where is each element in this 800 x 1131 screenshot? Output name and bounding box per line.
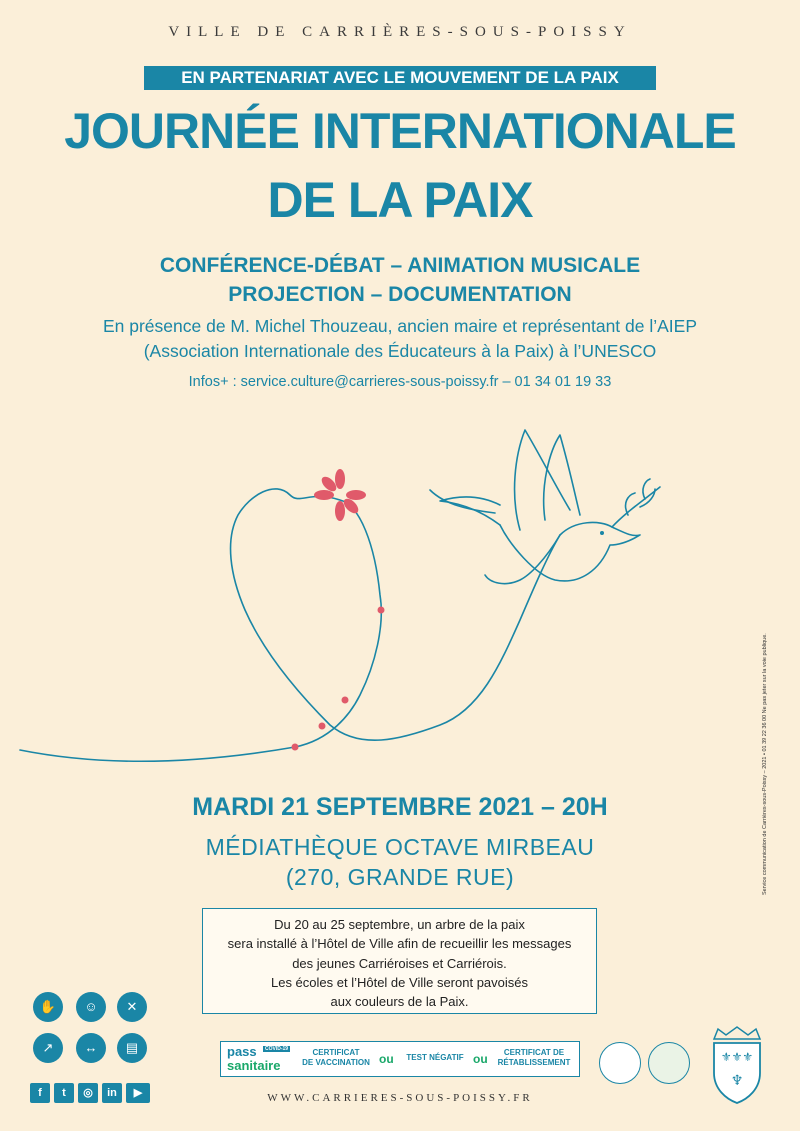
aiep-logo xyxy=(648,1042,690,1084)
flower-icon xyxy=(314,469,366,521)
mask-icon: ☺ xyxy=(76,992,106,1022)
tissue-icon: ▤ xyxy=(117,1033,147,1063)
facebook-icon[interactable]: f xyxy=(30,1083,50,1103)
mouvement-paix-logo xyxy=(599,1042,641,1084)
event-address: (270, GRANDE RUE) xyxy=(285,864,515,890)
contact-info: Infos+ : service.culture@carrieres-sous-poissy.fr – 01 34 01 19 33 xyxy=(188,374,612,390)
or-label: ou xyxy=(379,1052,394,1066)
event-date: MARDI 21 SEPTEMBRE 2021 – 20H xyxy=(192,793,608,821)
dove-heart-illustration xyxy=(0,395,800,785)
pass-sanitaire-banner xyxy=(220,1041,580,1077)
youtube-icon[interactable]: ▶ xyxy=(126,1083,150,1103)
twitter-icon[interactable]: t xyxy=(54,1083,74,1103)
distance-icon: ↔ xyxy=(76,1033,106,1063)
presence-line-2: (Association Internationale des Éducateurs à la Paix) à l’UNESCO xyxy=(143,341,657,361)
notice-line: aux couleurs de la Paix. xyxy=(330,994,469,1010)
city-header: VILLE DE CARRIÈRES-SOUS-POISSY xyxy=(168,24,632,40)
city-coat-of-arms xyxy=(710,1025,764,1105)
no-handshake-icon: ✕ xyxy=(117,992,147,1022)
notice-line: Les écoles et l’Hôtel de Ville seront pavoisés xyxy=(270,974,529,990)
covid-tag: COVID-19 xyxy=(265,1046,289,1052)
handwash-icon: ✋ xyxy=(33,992,63,1022)
notice-line: sera installé à l’Hôtel de Ville afin de recueillir les messages xyxy=(227,936,572,952)
notice-line: des jeunes Carriéroises et Carriérois. xyxy=(292,955,507,971)
subtitle-line-1: CONFÉRENCE-DÉBAT – ANIMATION MUSICALE xyxy=(159,254,641,277)
vaccination-certificate: CERTIFICAT DE VACCINATION xyxy=(302,1048,370,1067)
title-line-1: JOURNÉE INTERNATIONALE xyxy=(64,103,736,159)
svg-text:⚜⚜⚜: ⚜⚜⚜ xyxy=(720,1050,754,1064)
notice-line: Du 20 au 25 septembre, un arbre de la paix xyxy=(274,917,525,932)
vertical-credit: Service communication de Carrières-sous-Poissy – 2021 • 01 39 22 36 00 Ne pas jeter sur la voie publique. xyxy=(762,633,768,895)
subtitle-line-2: PROJECTION – DOCUMENTATION xyxy=(228,283,572,306)
peace-tree-notice xyxy=(202,908,597,1014)
linkedin-icon[interactable]: in xyxy=(102,1083,122,1103)
website-url[interactable]: WWW.CARRIERES-SOUS-POISSY.FR xyxy=(267,1092,533,1104)
presence-line-1: En présence de M. Michel Thouzeau, ancien maire et représentant de l’AIEP xyxy=(102,316,698,336)
or-label: ou xyxy=(473,1052,488,1066)
sneeze-elbow-icon: ↗ xyxy=(33,1033,63,1063)
pass-label: pass xyxy=(227,1044,257,1059)
partnership-badge: EN PARTENARIAT AVEC LE MOUVEMENT DE LA PAIX xyxy=(144,66,656,90)
instagram-icon[interactable]: ◎ xyxy=(78,1083,98,1103)
event-venue: MÉDIATHÈQUE OCTAVE MIRBEAU xyxy=(205,834,595,860)
negative-test: TEST NÉGATIF xyxy=(406,1053,464,1062)
title-line-2: DE LA PAIX xyxy=(267,172,533,228)
recovery-certificate: CERTIFICAT DE RÉTABLISSEMENT xyxy=(497,1048,571,1067)
sanitaire-label: sanitaire xyxy=(227,1058,281,1073)
svg-text:♆: ♆ xyxy=(730,1073,744,1089)
